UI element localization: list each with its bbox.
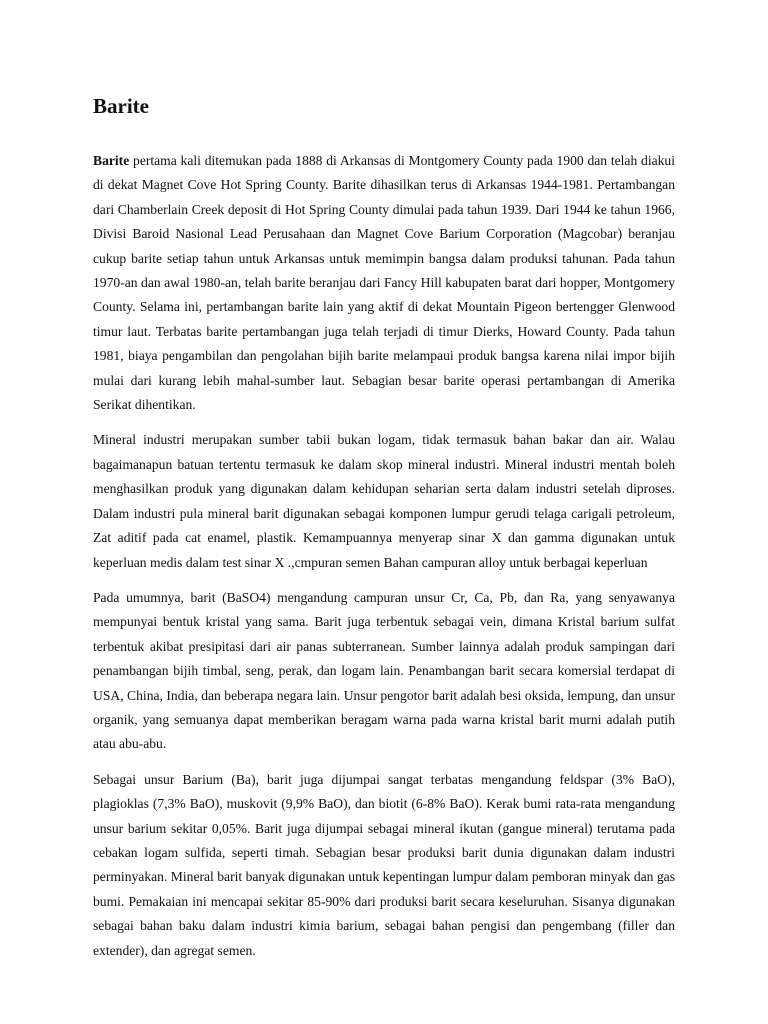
- paragraph-body: pertama kali ditemukan pada 1888 di Arkansas di Montgomery County pada 1900 dan telah diakui di dekat Magnet Cove Hot Spring County. Barite dihasilkan terus di Arkansas 1944-1981. Pertambangan dari Chamberlain Creek deposit di Hot Spring County dimulai pada tahun 1939. Dari 1944 ke tahun 1966, Divisi Baroid Nasional Lead Perusahaan dan Magnet Cove Barium Corporation (Magcobar) beranjau cukup barite setiap tahun untuk Arkansas untuk memimpin bangsa dalam produksi tahunan. Pada tahun 1970-an dan awal 1980-an, telah barite beranjau dari Fancy Hill kabupaten barat dari hopper, Montgomery County. Selama ini, pertambangan barite lain yang aktif di dekat Mountain Pigeon bertengger Glenwood timur laut. Terbatas barite pertambangan juga telah terjadi di timur Dierks, Howard County. Pada tahun 1981, biaya pengambilan dan pengolahan bijih barite melampaui produk bangsa karena nilai impor bijih mulai dari kurang lebih mahal-sumber laut. Sebagian besar barite operasi pertambangan di Amerika Serikat dihentikan.: [93, 153, 675, 413]
- document-title: Barite: [93, 94, 149, 118]
- paragraph-body: Mineral industri merupakan sumber tabii bukan logam, tidak termasuk bahan bakar dan air. Walau bagaimanapun batuan tertentu termasuk ke dalam skop mineral industri. Mineral industri mentah boleh menghasilkan produk yang digunakan dalam kehidupan seharian serta dalam industri setelah diproses. Dalam industri pula mineral barit digunakan sebagai komponen lumpur gerudi telaga carigali petroleum, Zat aditif pada cat enamel, plastik. Kemampuannya menyerap sinar X dan gamma digunakan untuk keperluan medis dalam test sinar X .,cmpuran semen Bahan campuran alloy untuk berbagai keperluan: [93, 432, 675, 570]
- paragraph-body: Sebagai unsur Barium (Ba), barit juga dijumpai sangat terbatas mengandung feldspar (3% BaO), plagioklas (7,3% BaO), muskovit (9,9% BaO), dan biotit (6-8% BaO). Kerak bumi rata-rata mengandung unsur barium sekitar 0,05%. Barit juga dijumpai sebagai mineral ikutan (gangue mineral) terutama pada cebakan logam sulfida, seperti timah. Sebagian besar produksi barit dunia digunakan dalam industri perminyakan. Mineral barit banyak digunakan untuk kepentingan lumpur dalam pemboran minyak dan gas bumi. Pemakaian ini mencapai sekitar 85-90% dari produksi barit secara keseluruhan. Sisanya digunakan sebagai bahan baku dalam industri kimia barium, sebagai bahan pengisi dan pengembang (filler dan extender), dan agregat semen.: [93, 771, 675, 958]
- paragraph-body: Pada umumnya, barit (BaSO4) mengandung campuran unsur Cr, Ca, Pb, dan Ra, yang senyawanya mempunyai bentuk kristal yang sama. Barit juga terbentuk sebagai vein, dimana Kristal barium sulfat terbentuk akibat presipitasi dari air panas subterranean. Sumber lainnya adalah produk sampingan dari penambangan bijih timbal, seng, perak, dan logam lain. Penambangan barit secara komersial terdapat di USA, China, India, dan beberapa negara lain. Unsur pengotor barit adalah besi oksida, lempung, dan unsur organik, yang semuanya dapat memberikan beragam warna pada warna kristal barit murni adalah putih atau abu-abu.: [93, 589, 675, 752]
- paragraph-barium-usage: [93, 768, 675, 963]
- paragraph-history: [93, 149, 675, 417]
- paragraph-composition: [93, 586, 675, 757]
- document-page: [93, 92, 675, 974]
- paragraph-industrial-mineral: [93, 428, 675, 574]
- paragraph-lead-term: Barite: [93, 153, 130, 168]
